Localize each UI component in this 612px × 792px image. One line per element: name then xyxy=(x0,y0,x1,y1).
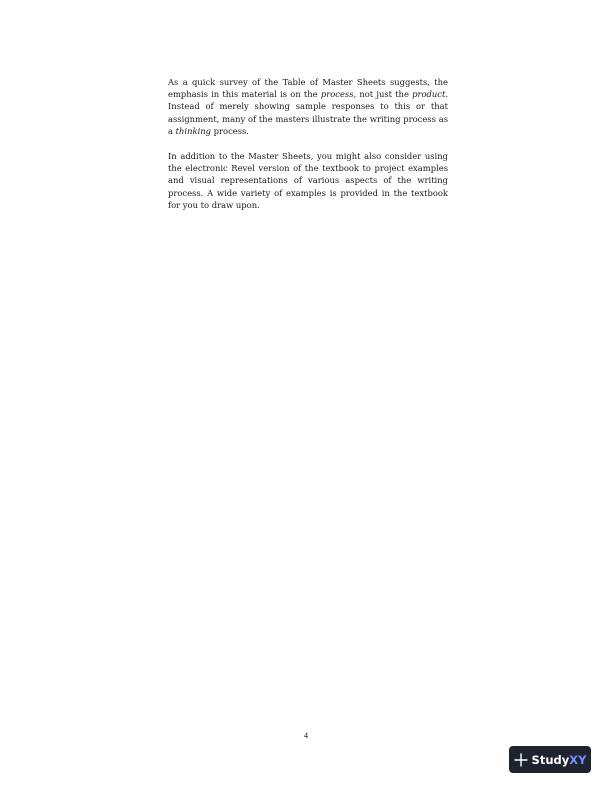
emphasis-process: process, xyxy=(320,89,357,100)
document-body xyxy=(168,76,448,224)
paragraph-2 xyxy=(168,150,448,211)
page-number: 4 xyxy=(303,731,309,740)
plus-icon xyxy=(514,753,528,767)
paragraph-1-text: As a quick survey of the Table of Master Sheets suggests, the emphasis in this material is on the xyxy=(168,77,448,100)
studyxy-badge[interactable] xyxy=(509,746,591,773)
emphasis-thinking: thinking xyxy=(175,125,211,136)
paragraph-1-text: not just the xyxy=(356,89,413,100)
paragraph-1 xyxy=(168,76,448,137)
studyxy-logo-text xyxy=(532,753,587,767)
logo-text-xy: XY xyxy=(569,752,587,767)
paragraph-1-text: Instead of merely showing sample responses to this or that assignment, many of the masters illustrate the writing process as a xyxy=(168,101,448,136)
paragraph-1-text: process. xyxy=(211,125,249,136)
emphasis-product: product. xyxy=(412,89,448,100)
logo-text-study: Study xyxy=(531,752,570,767)
paragraph-2-text: In addition to the Master Sheets, you might also consider using the electronic Revel version of the textbook to project examples and visual representations of various aspects of the writing process. A wide variety of examples is provided in the textbook for you to draw upon. xyxy=(168,151,448,210)
